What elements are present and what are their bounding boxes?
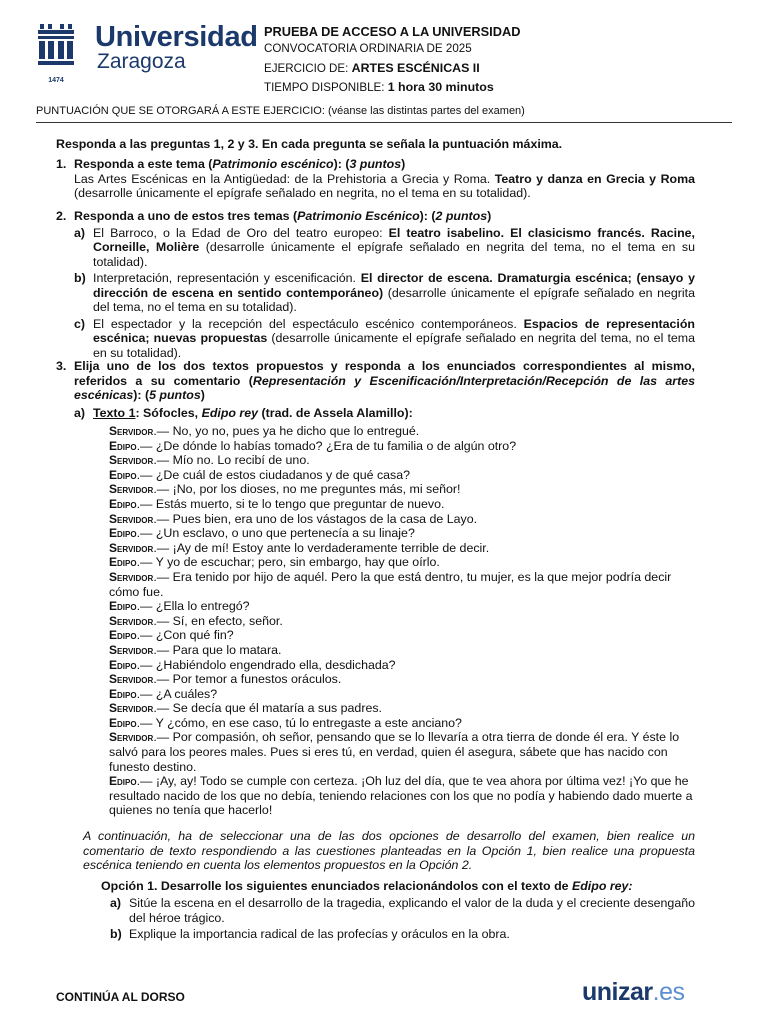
speech-text: .— Estás muerto, si te lo tengo que preguntar de nuevo.: [136, 496, 445, 511]
option-b: b) Interpretación, representación y escenificación. El director de escena. Dramaturgia escénica; (ensayo y dirección de escena en sentido contemporáneo) (desarrolle únicamente el epígrafe señalado en negrita del tema, no el tema en su totalidad).: [74, 271, 696, 314]
dialogue-line: [109, 599, 695, 614]
university-crest-icon: [36, 22, 76, 84]
exam-subject: EJERCICIO DE: ARTES ESCÉNICAS II: [264, 61, 480, 75]
dialogue-line: [109, 716, 695, 731]
speech-text: .— Por compasión, oh señor, pensando que se lo llevaría a otra tierra de donde él era. Y éste lo salvó para los peores males. Pues si eres tú, en verdad, quien él asegura, sábete que has nacido con funesto destino.: [109, 730, 680, 774]
exam-title: PRUEBA DE ACCESO A LA UNIVERSIDAD: [264, 24, 521, 39]
question-2: [56, 209, 695, 360]
speech-text: .— No, yo no, pues ya he dicho que lo entregué.: [153, 424, 420, 438]
dialogue-line: [109, 439, 695, 454]
dialogue-line: [109, 658, 695, 673]
speaker-name: Edipo: [109, 438, 137, 453]
speech-text: .— ¿A cuáles?: [136, 686, 218, 701]
speaker-name: Edipo: [109, 599, 137, 614]
speech-text: .— Sí, en efecto, señor.: [153, 613, 283, 628]
option-1-heading: Opción 1. Desarrolle los siguientes enunciados relacionándolos con el texto de Edipo rey:: [101, 879, 633, 893]
question-number: 3.: [56, 359, 67, 373]
speaker-name: Edipo: [109, 715, 137, 730]
dialogue-line: [109, 512, 695, 527]
question-heading: Responda a uno de estos tres temas (Patrimonio Escénico): (2 puntos): [74, 209, 492, 223]
speaker-name: Edipo: [109, 774, 137, 789]
speaker-name: Servidor: [109, 730, 154, 745]
speaker-name: Servidor: [109, 453, 154, 468]
header-divider: [36, 122, 732, 123]
dialogue-line: [109, 672, 695, 687]
dialogue-line: [109, 614, 695, 629]
university-city: Zaragoza: [97, 50, 186, 73]
dialogue-line: [109, 774, 695, 818]
option-1-list: [110, 896, 695, 944]
exam-convocatoria: CONVOCATORIA ORDINARIA DE 2025: [264, 42, 472, 55]
speaker-name: Servidor: [109, 424, 154, 438]
speech-text: .— Se decía que él mataría a sus padres.: [153, 701, 382, 716]
speech-text: .— ¿Ella lo entregó?: [136, 599, 250, 614]
continue-note: CONTINÚA AL DORSO: [56, 990, 185, 1004]
dialogue-line: [109, 643, 695, 658]
speech-text: .— ¿De dónde lo habías tomado? ¿Era de tu familia o de algún otro?: [136, 438, 517, 453]
logo-year: 1474: [48, 77, 64, 84]
speaker-name: Servidor: [109, 613, 154, 628]
dialogue-line: [109, 628, 695, 643]
university-name: Universidad: [95, 21, 258, 53]
speech-text: .— Y ¿cómo, en ese caso, tú lo entregaste a este anciano?: [136, 715, 462, 730]
speech-text: .— Era tenido por hijo de aquél. Pero la que está dentro, tu mujer, es la que mejor podría decir cómo fue.: [109, 569, 672, 599]
dialogue-line: [109, 570, 695, 599]
dialogue-line: [109, 730, 695, 774]
speaker-name: Edipo: [109, 657, 137, 672]
dialogue-line: [109, 497, 695, 512]
option-instructions: A continuación, ha de seleccionar una de las dos opciones de desarrollo del examen, bien realice un comentario de texto respondiendo a las cuestiones planteadas en la Opción 1, bien realice una propuesta escénica teniendo en cuenta los elementos propuestos en la Opción 2.: [83, 829, 695, 872]
speech-text: .— ¡Ay, ay! Todo se cumple con certeza. ¡Oh luz del día, que te vea ahora por última vez! ¡Yo que he resultado nacido de los que no debía, teniendo relaciones con los que no podía y habiendo dado muerte a quienes no tenía que hacerlo!: [109, 774, 693, 818]
option-a: a) El Barroco, o la Edad de Oro del teatro europeo: El teatro isabelino. El clasicismo francés. Racine, Corneille, Molière (desarrolle únicamente el epígrafe señalado en negrita del tema, no el tema en su totalidad).: [74, 225, 695, 269]
dialogue-text: [109, 424, 695, 818]
speaker-name: Edipo: [109, 628, 137, 643]
speaker-name: Edipo: [109, 467, 137, 482]
speaker-name: Edipo: [109, 526, 137, 541]
dialogue-line: [109, 701, 695, 716]
speech-text: .— Para que lo matara.: [153, 642, 282, 657]
speech-text: .— Pues bien, era uno de los vástagos de la casa de Layo.: [153, 511, 478, 526]
dialogue-line: [109, 555, 695, 570]
speaker-name: Servidor: [109, 642, 154, 657]
speaker-name: Edipo: [109, 686, 137, 701]
speaker-name: Edipo: [109, 496, 137, 511]
dialogue-line: [109, 526, 695, 541]
speech-text: .— ¡Ay de mí! Estoy ante lo verdaderamente terrible de decir.: [153, 540, 490, 555]
speaker-name: Edipo: [109, 555, 137, 570]
dialogue-line: [109, 424, 695, 439]
speech-text: .— ¿Un esclavo, o uno que pertenecía a su linaje?: [136, 526, 415, 541]
dialogue-line: [109, 468, 695, 483]
question-number: 2.: [56, 209, 67, 223]
instructions-intro: Responda a las preguntas 1, 2 y 3. En cada pregunta se señala la puntuación máxima.: [56, 137, 563, 151]
brand-logo: unizar.es: [582, 978, 685, 1006]
speech-text: .— Y yo de escuchar; pero, sin embargo, hay que oírlo.: [136, 555, 440, 570]
scoring-note: PUNTUACIÓN QUE SE OTORGARÁ A ESTE EJERCICIO: (véanse las distintas partes del examen): [36, 105, 525, 117]
speech-text: .— ¿De cuál de estos ciudadanos y de qué casa?: [136, 467, 411, 482]
speaker-name: Servidor: [109, 701, 154, 716]
question-heading: Responda a este tema (Patrimonio escénico): (3 puntos): [74, 157, 406, 171]
question-heading: Elija uno de los dos textos propuestos y responda a los enunciados correspondientes al mismo, referidos a su comentario (Representación y Escenificación/Interpretación/Recepción de las artes escénicas): (5 puntos): [74, 359, 696, 402]
dialogue-line: [109, 541, 695, 556]
speaker-name: Servidor: [109, 569, 154, 584]
exam-time: TIEMPO DISPONIBLE: 1 hora 30 minutos: [264, 80, 494, 94]
speech-text: .— ¡No, por los dioses, no me preguntes más, mi señor!: [153, 482, 461, 497]
question-1: [56, 157, 695, 201]
speech-text: .— Mío no. Lo recibí de uno.: [153, 453, 310, 468]
speaker-name: Servidor: [109, 672, 154, 687]
question-3: [56, 359, 695, 420]
dialogue-line: [109, 453, 695, 468]
speech-text: .— ¿Con qué fin?: [136, 628, 234, 643]
speaker-name: Servidor: [109, 540, 154, 555]
dialogue-line: [109, 687, 695, 702]
text-1-heading: a) Texto 1: Sófocles, Edipo rey (trad. de Assela Alamillo):: [74, 405, 413, 420]
speaker-name: Servidor: [109, 511, 154, 526]
question-number: 1.: [56, 157, 67, 171]
dialogue-line: [109, 482, 695, 497]
speaker-name: Servidor: [109, 482, 154, 497]
option-1-item-b: b) Explique la importancia radical de las profecías y oráculos en la obra.: [110, 927, 510, 941]
question-body: Las Artes Escénicas en la Antigüedad: de la Prehistoria a Grecia y Roma. Teatro y danza en Grecia y Roma (desarrolle únicamente el epígrafe señalado en negrita, no el tema en su totalidad).: [74, 171, 695, 200]
speech-text: .— Por temor a funestos oráculos.: [153, 672, 342, 687]
option-1-item-a: a) Sitúe la escena en el desarrollo de la tragedia, explicando el valor de la duda y el creciente desengaño del héroe trágico.: [110, 896, 695, 925]
speech-text: .— ¿Habiéndolo engendrado ella, desdichada?: [136, 657, 396, 672]
option-c: c) El espectador y la recepción del espectáculo escénico contemporáneos. Espacios de representación escénica; nuevas propuestas (desarrolle únicamente el epígrafe señalado en negrita del tema, no el tema en su totalidad).: [74, 316, 695, 360]
